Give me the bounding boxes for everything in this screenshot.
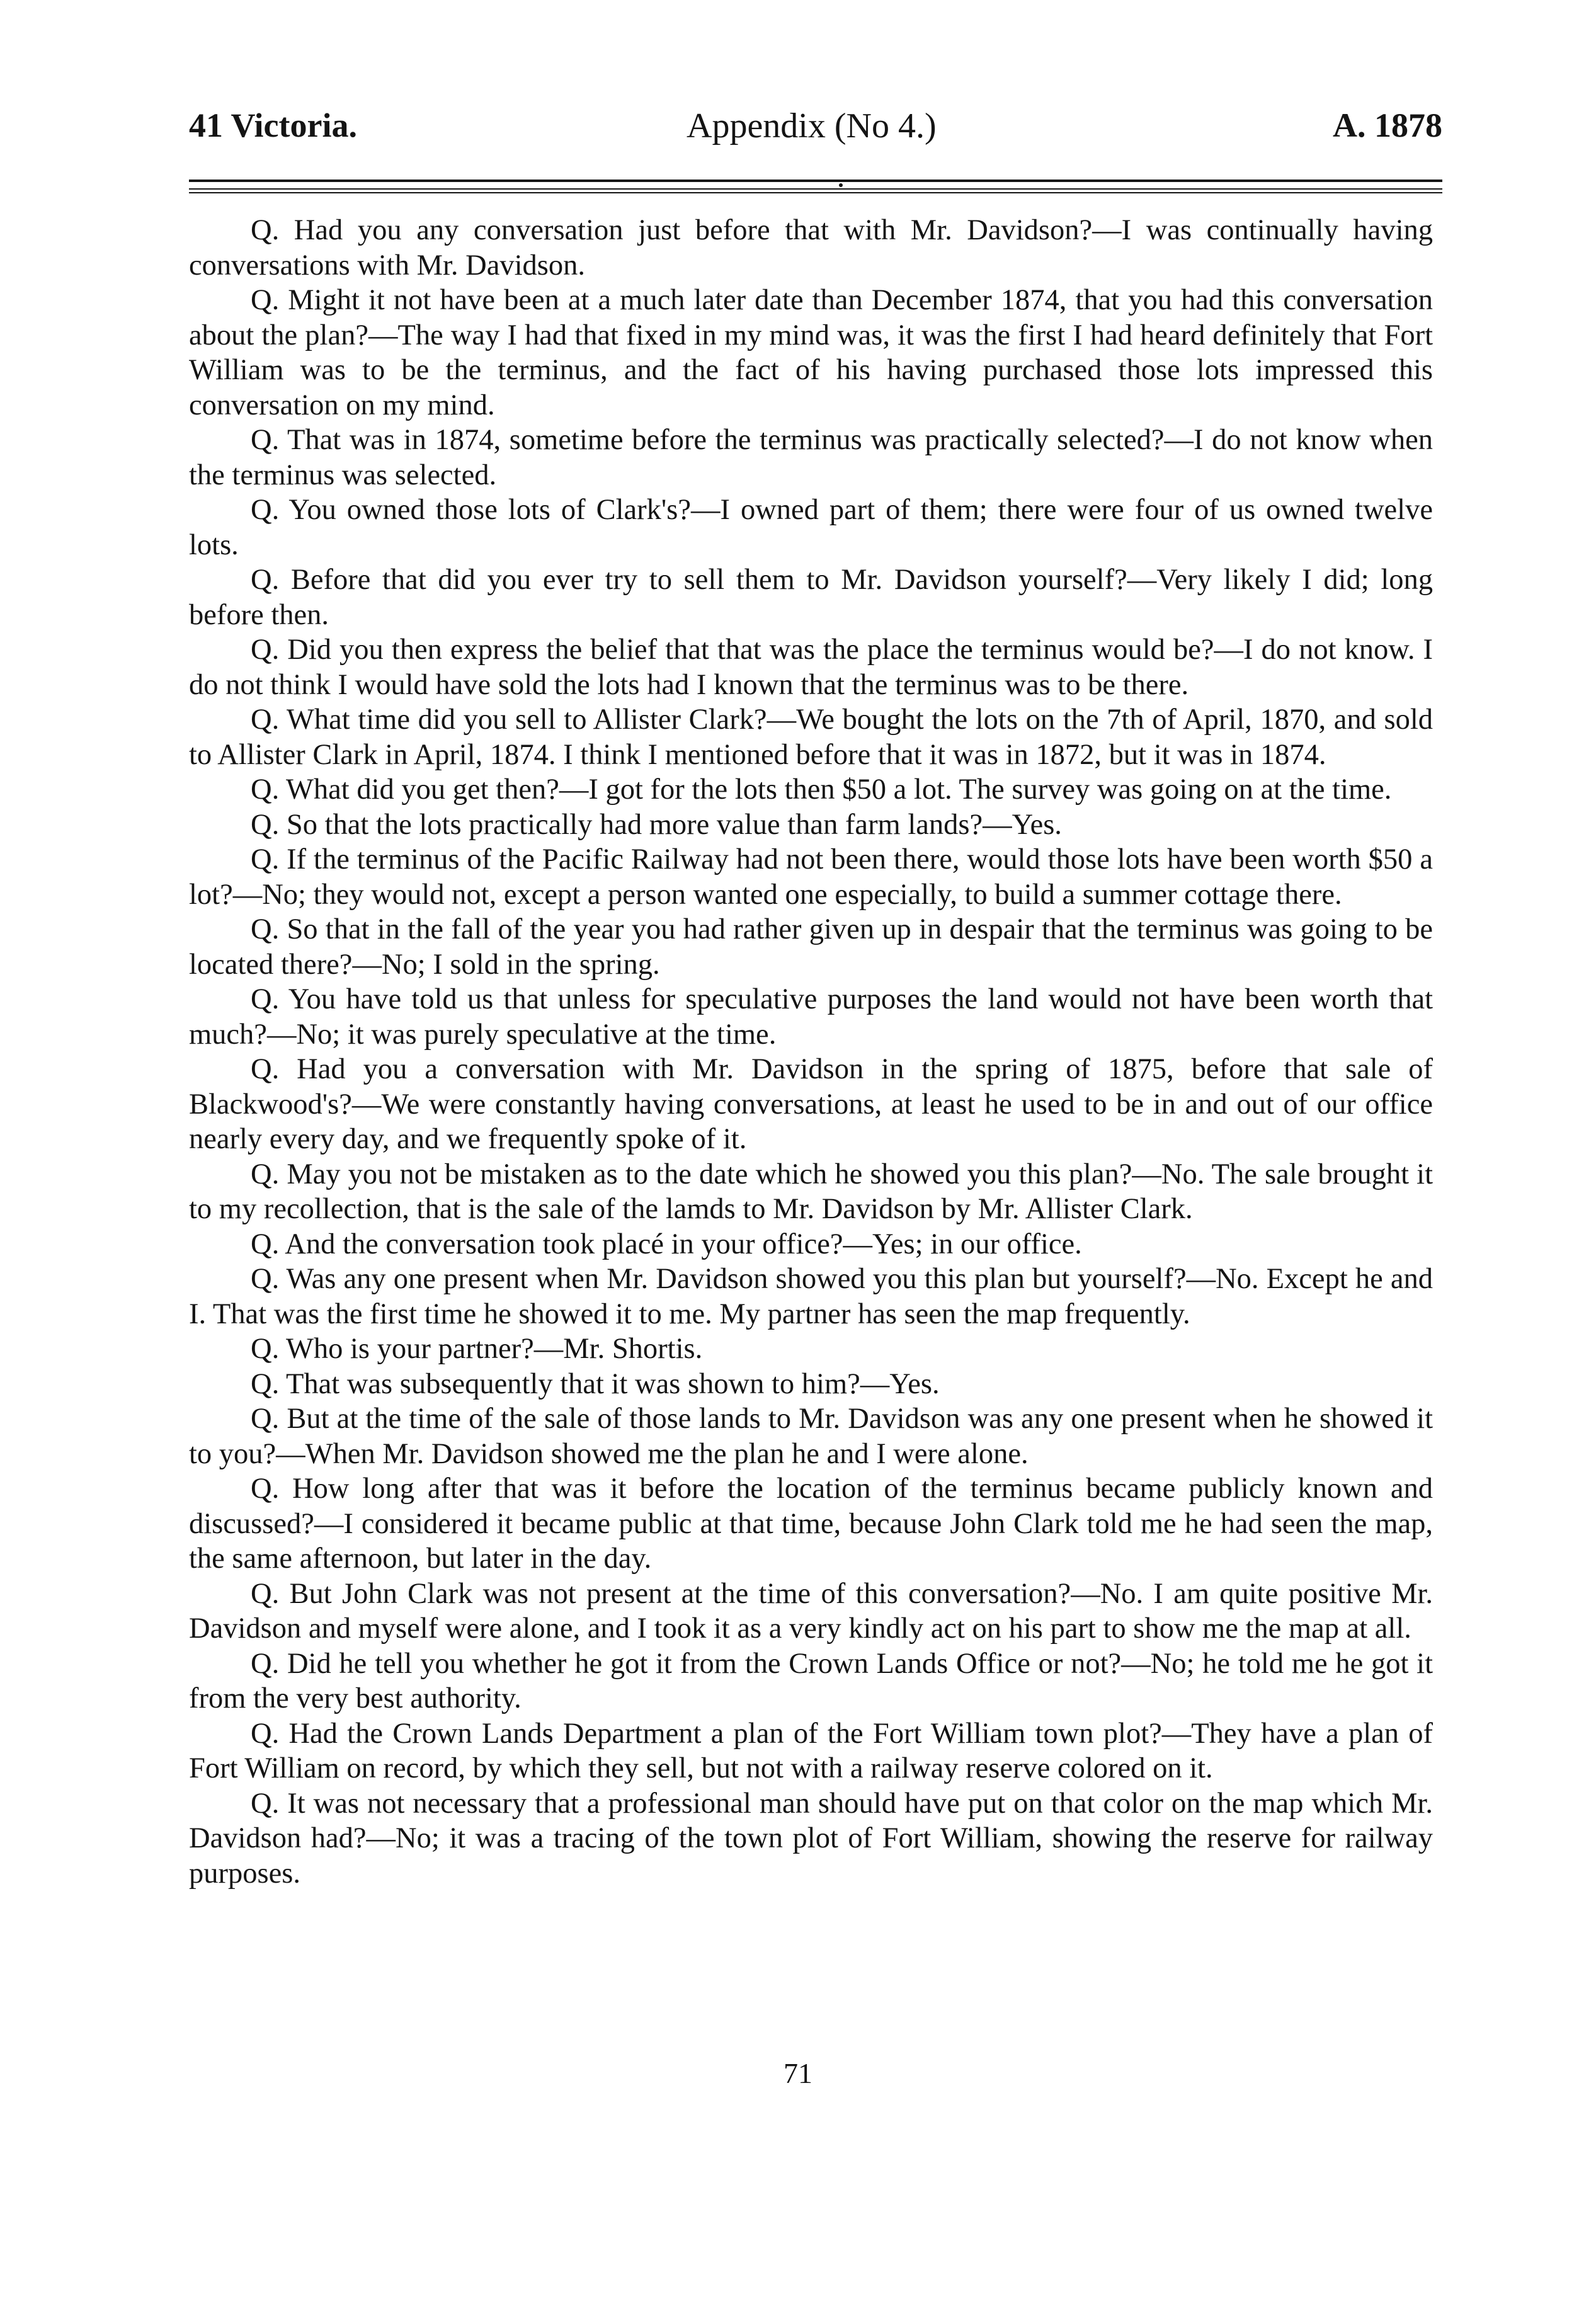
testimony-body <box>189 213 1433 1891</box>
paragraph: Q. But John Clark was not present at the time of this conversation?—No. I am quite positive Mr. Davidson and myself were alone, and I took it as a very kindly act on his part to show me the map at all. <box>189 1577 1433 1645</box>
paragraph: Q. Was any one present when Mr. Davidson showed you this plan but yourself?—No. Except he and I. That was the first time he showed it to me. My partner has seen the map frequently. <box>189 1263 1433 1330</box>
paragraph: Q. Had you a conversation with Mr. Davidson in the spring of 1875, before that sale of Blackwood's?—We were constantly having conversations, at least he used to be in and out of our office nearly every day, and we frequently spoke of it. <box>189 1053 1433 1155</box>
paragraph: Q. Might it not have been at a much later date than December 1874, that you had this conversation about the plan?—The way I had that fixed in my mind was, it was the first I had heard definitely that Fort William was to be the terminus, and the fact of his having purchased those lots impressed this conversation on my mind. <box>189 284 1433 421</box>
paragraph: Q. Did he tell you whether he got it from the Crown Lands Office or not?—No; he told me he got it from the very best authority. <box>189 1647 1433 1714</box>
paragraph: Q. How long after that was it before the location of the terminus became publicly known and discussed?—I considered it became public at that time, because John Clark told me he had seen the map, the same afternoon, but later in the day. <box>189 1473 1433 1575</box>
header-session: 41 Victoria. <box>189 106 357 144</box>
header-appendix: Appendix (No 4.) <box>687 106 937 145</box>
header-year: A. 1878 <box>1333 106 1442 144</box>
paragraph: Q. And the conversation took placé in your office?—Yes; in our office. <box>251 1228 1082 1260</box>
paragraph: Q. You owned those lots of Clark's?—I owned part of them; there were four of us owned twelve lots. <box>189 494 1433 561</box>
paragraph: Q. Who is your partner?—Mr. Shortis. <box>251 1333 703 1365</box>
paragraph: Q. It was not necessary that a professional man should have put on that color on the map which Mr. Davidson had?—No; it was a tracing of the town plot of Fort William, showing the reserve for railway purposes. <box>189 1787 1433 1890</box>
paragraph: Q. That was in 1874, sometime before the terminus was practically selected?—I do not know when the terminus was selected. <box>189 424 1433 491</box>
paragraph: Q. Had the Crown Lands Department a plan of the Fort William town plot?—They have a plan of Fort William on record, by which they sell, but not with a railway reserve colored on it. <box>189 1717 1433 1784</box>
header-rule <box>189 178 1442 197</box>
paragraph: Q. Had you any conversation just before that with Mr. Davidson?—I was continually having conversations with Mr. Davidson. <box>189 214 1433 282</box>
page-number: 71 <box>784 2057 812 2089</box>
double-rule-ornament <box>189 178 1442 197</box>
paragraph: Q. So that in the fall of the year you had rather given up in despair that the terminus was going to be located there?—No; I sold in the spring. <box>189 913 1433 981</box>
paragraph: Q. May you not be mistaken as to the date which he showed you this plan?—No. The sale brought it to my recollection, that is the sale of the lamds to Mr. Davidson by Mr. Allister Clark. <box>189 1158 1433 1225</box>
paragraph: Q. Did you then express the belief that that was the place the terminus would be?—I do not know. I do not think I would have sold the lots had I known that the terminus was to be there. <box>189 634 1433 701</box>
paragraph: Q. What did you get then?—I got for the lots then $50 a lot. The survey was going on at the time. <box>251 773 1392 806</box>
paragraph: Q. But at the time of the sale of those lands to Mr. Davidson was any one present when he showed it to you?—When Mr. Davidson showed me the plan he and I were alone. <box>189 1403 1433 1470</box>
page-header <box>189 106 1442 156</box>
paragraph: Q. You have told us that unless for speculative purposes the land would not have been worth that much?—No; it was purely speculative at the time. <box>189 983 1433 1051</box>
paragraph: Q. So that the lots practically had more value than farm lands?—Yes. <box>251 808 1062 841</box>
paragraph: Q. Before that did you ever try to sell them to Mr. Davidson yourself?—Very likely I did; long before then. <box>189 564 1433 631</box>
paragraph: Q. That was subsequently that it was shown to him?—Yes. <box>251 1367 940 1400</box>
paragraph: Q. What time did you sell to Allister Clark?—We bought the lots on the 7th of April, 1870, and sold to Allister Clark in April, 1874. I think I mentioned before that it was in 1872, but it was in 1874. <box>189 704 1433 771</box>
paragraph: Q. If the terminus of the Pacific Railway had not been there, would those lots have been worth $50 a lot?—No; they would not, except a person wanted one especially, to build a summer cottage there. <box>189 843 1433 911</box>
